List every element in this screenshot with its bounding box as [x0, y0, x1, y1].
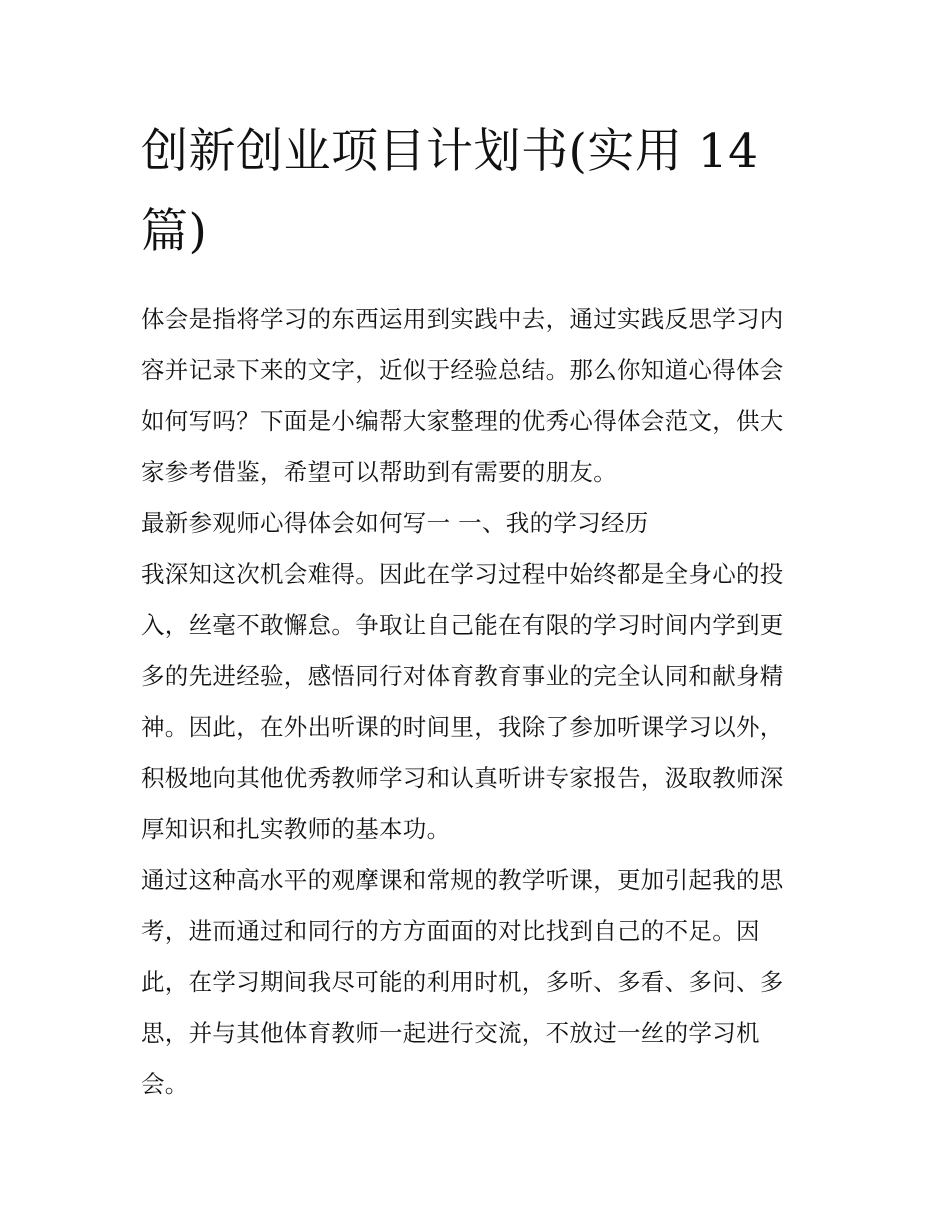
intro-paragraph: [141, 294, 813, 498]
section-heading: [141, 498, 813, 549]
title-line: 创新创业项目计划书(实用 14: [141, 124, 759, 179]
text-line: 通过这种高水平的观摩课和常规的教学听课，更加引起我的思: [141, 866, 784, 894]
document-title: [141, 112, 813, 272]
text-line: 多的先进经验，感悟同行对体育教育事业的完全认同和献身精: [141, 662, 784, 690]
text-line: 此，在学习期间我尽可能的利用时机，多听、多看、多问、多: [141, 968, 784, 996]
text-line: 如何写吗？下面是小编帮大家整理的优秀心得体会范文，供大: [141, 407, 784, 435]
text-line: 神。因此，在外出听课的时间里，我除了参加听课学习以外，: [141, 713, 784, 741]
text-line: 体会是指将学习的东西运用到实践中去，通过实践反思学习内: [141, 305, 784, 333]
document-content: [141, 112, 813, 1110]
body-paragraph: [141, 855, 813, 1110]
text-line: 容并记录下来的文字，近似于经验总结。那么你知道心得体会: [141, 356, 784, 384]
body-paragraph: [141, 549, 813, 855]
text-line: 最新参观师心得体会如何写一 一、我的学习经历: [141, 509, 649, 537]
text-line: 考，进而通过和同行的方方面面的对比找到自己的不足。因: [141, 917, 760, 945]
text-line: 思，并与其他体育教师一起进行交流，不放过一丝的学习机: [141, 1019, 760, 1047]
text-line: 我深知这次机会难得。因此在学习过程中始终都是全身心的投: [141, 560, 784, 588]
title-line: 篇): [141, 204, 208, 259]
text-line: 积极地向其他优秀教师学习和认真听讲专家报告，汲取教师深: [141, 764, 784, 792]
text-line: 家参考借鉴，希望可以帮助到有需要的朋友。: [141, 458, 617, 486]
text-line: 入，丝毫不敢懈怠。争取让自己能在有限的学习时间内学到更: [141, 611, 784, 639]
text-line: 厚知识和扎实教师的基本功。: [141, 815, 451, 843]
text-line: 会。: [141, 1070, 189, 1098]
